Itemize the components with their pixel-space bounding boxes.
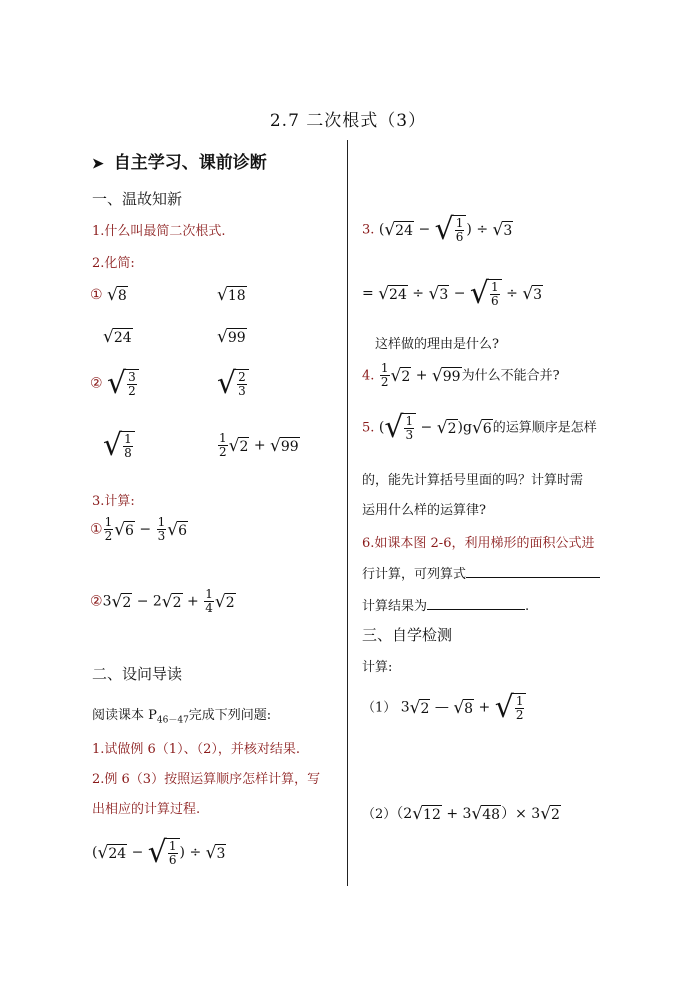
answer-blank-result bbox=[427, 597, 525, 610]
column-divider bbox=[347, 140, 348, 886]
question-2: 2.化简: bbox=[92, 256, 135, 271]
calc-label: 计算: bbox=[362, 660, 393, 675]
self-test-expr-1: （1） 3√2 — √8 + √ $\frac{1}{2}$ bbox=[362, 690, 526, 725]
question-6-line1: 6.如课本图 2-6，利用梯形的面积公式进 bbox=[362, 536, 595, 551]
ex4-line: 4. $\frac{1}{2}$ √2 + √99为什么不能合并? bbox=[362, 361, 560, 389]
expr-half-sqrt2-plus-sqrt99: $\frac{1}{2}$ √2 + √99 bbox=[219, 431, 299, 459]
section-heading: ➤ 自主学习、课前诊断 bbox=[92, 153, 267, 173]
question-3: 3.计算: bbox=[92, 494, 135, 509]
part3-heading: 三、自学检测 bbox=[362, 626, 453, 644]
expr-sqrt-1-8: √ $\frac{1}{8}$ bbox=[103, 428, 135, 463]
expr-sqrt-2-3: √ $\frac{2}{3}$ bbox=[217, 366, 249, 401]
part2-heading: 二、设问导读 bbox=[92, 665, 183, 683]
expr-sqrt8: ① √8 bbox=[90, 285, 127, 305]
expr-sqrt99: √99 bbox=[217, 327, 246, 347]
reading-instruction: 阅读课本 $P_{46-47}$完成下列问题: bbox=[92, 708, 272, 726]
expr-sqrt18: √18 bbox=[217, 285, 246, 305]
part1-heading: 一、温故知新 bbox=[92, 190, 183, 208]
expr-sqrt24: √24 bbox=[103, 327, 132, 347]
example6-expr: (√24 − √ $\frac{1}{6}$ ) ÷ √3 bbox=[92, 835, 226, 870]
answer-blank-formula bbox=[466, 565, 600, 578]
ex3-expr: 3. (√24 − √ $\frac{1}{6}$ ) ÷ √3 bbox=[362, 212, 513, 247]
arrow-bullet-icon: ➤ bbox=[92, 156, 104, 172]
ex5-line: 5. (√ $\frac{1}{3}$ − √2)g√6的运算顺序是怎样 bbox=[362, 410, 597, 445]
ex5-line3: 运用什么样的运算律? bbox=[362, 503, 486, 518]
guide-item-2b: 出相应的计算过程. bbox=[92, 802, 201, 817]
ex5-line2: 的，能先计算括号里面的吗？计算时需 bbox=[362, 473, 584, 488]
question-6-line3: 计算结果为 . bbox=[362, 599, 530, 614]
ex3-step: = √24 ÷ √3 − √ $\frac{1}{6}$ ÷ √3 bbox=[362, 276, 543, 311]
guide-item-1: 1.试做例 6（1）、（2），并核对结果. bbox=[92, 742, 300, 757]
calc-expr-2: ②3√2 − 2√2 + $\frac{1}{4}$ √2 bbox=[90, 587, 235, 615]
self-test-expr-2: （2）（2√12 + 3√48）× 3√2 bbox=[362, 804, 560, 824]
guide-item-2a: 2.例 6（3）按照运算顺序怎样计算，写 bbox=[92, 772, 321, 787]
question-1: 1.什么叫最简二次根式. bbox=[92, 224, 226, 239]
page-title: 2.7 二次根式（3） bbox=[269, 111, 427, 131]
expr-sqrt-3-2: ② √ $\frac{3}{2}$ bbox=[90, 366, 139, 401]
calc-expr-1: ① $\frac{1}{2}$ √6 − $\frac{1}{3}$ √6 bbox=[90, 515, 188, 543]
reason-question: 这样做的理由是什么? bbox=[375, 337, 499, 352]
question-6-line2: 行计算，可列算式 bbox=[362, 563, 600, 582]
